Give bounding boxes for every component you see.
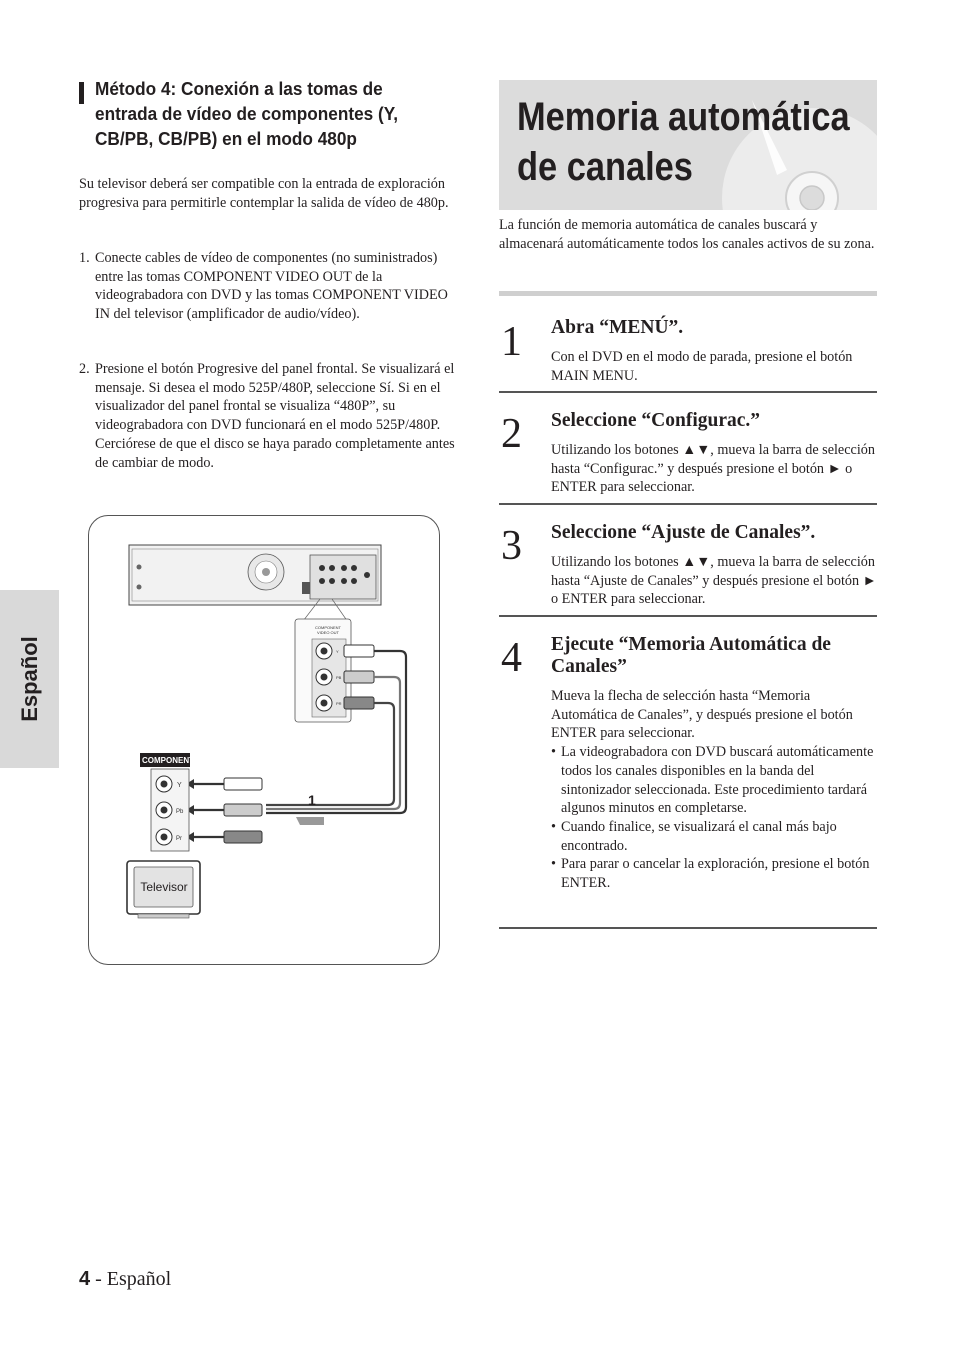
dvd-side-plugs bbox=[344, 645, 374, 709]
step-4-bullets bbox=[551, 743, 879, 893]
tv-label: Televisor bbox=[140, 880, 188, 894]
section-divider bbox=[499, 291, 877, 296]
page-title bbox=[517, 92, 850, 192]
method-step-number: 1. bbox=[79, 250, 90, 266]
heading-marker-bar bbox=[79, 82, 84, 104]
page-title-line-1: Memoria automática bbox=[517, 95, 850, 139]
step-marker-arrow bbox=[296, 817, 324, 825]
component-video-out-label: COMPONENT bbox=[315, 625, 341, 630]
method-step-2 bbox=[79, 360, 464, 472]
side-tab-label: Español bbox=[16, 636, 42, 722]
step-divider bbox=[499, 391, 877, 393]
tv-jack-pr-label: Pr bbox=[176, 836, 182, 842]
jack-pr-label: PR bbox=[336, 701, 342, 706]
title-banner bbox=[499, 80, 877, 210]
method-step-number: 2. bbox=[79, 361, 90, 377]
bullet-item: • Para parar o cancelar la exploración, presione el botón ENTER. bbox=[551, 855, 879, 892]
step-number-4: 4 bbox=[501, 635, 522, 681]
method-intro: Su televisor deberá ser compatible con la entrada de exploración progresiva para permitirle contemplar la salida de vídeo de 480p. bbox=[79, 176, 449, 211]
component-input-label: COMPONENT bbox=[142, 756, 194, 765]
step-number-3: 3 bbox=[501, 523, 522, 569]
section-intro: La función de memoria automática de canales buscará y almacenará automáticamente todos los canales activos de su zona. bbox=[499, 217, 875, 252]
page-number: 4 bbox=[79, 1268, 91, 1290]
bullet-item: • La videograbadora con DVD buscará automáticamente todos los canales disponibles en la banda del sintonizador seleccionada. Este procedimiento tardará algunos minutos en completarse. bbox=[551, 743, 879, 818]
bullet-item: • Cuando finalice, se visualizará el canal más bajo encontrado. bbox=[551, 818, 879, 855]
connection-diagram bbox=[88, 515, 440, 965]
step-divider bbox=[499, 927, 877, 929]
step-divider bbox=[499, 503, 877, 505]
step-body-4-text: Mueva la flecha de selección hasta “Memoria Automática de Canales”, y después presione el botón ENTER para seleccionar. bbox=[551, 688, 853, 742]
step-divider bbox=[499, 615, 877, 617]
footer-language: - Español bbox=[95, 1268, 172, 1290]
page-title-line-2: de canales bbox=[517, 145, 693, 189]
tv-component-panel bbox=[140, 753, 194, 851]
step-body-1: Con el DVD en el modo de parada, presione el botón MAIN MENU. bbox=[551, 349, 853, 384]
step-body-2: Utilizando los botones ▲▼, mueva la barra de selección hasta “Configurac.” y después presione el botón ► o ENTER para seleccionar. bbox=[551, 442, 875, 496]
television-icon bbox=[127, 861, 200, 918]
step-heading-3: Seleccione “Ajuste de Canales”. bbox=[551, 522, 816, 543]
step-number-2: 2 bbox=[501, 411, 522, 457]
step-body-3: Utilizando los botones ▲▼, mueva la barra de selección hasta “Ajuste de Canales” y después presione el botón ► o ENTER para seleccionar. bbox=[551, 554, 877, 608]
component-video-out-label-2: VIDEO OUT bbox=[316, 630, 340, 635]
dvd-recorder-rear-panel bbox=[129, 545, 381, 625]
jack-y-label: Y bbox=[336, 649, 339, 654]
step-number-1: 1 bbox=[501, 319, 522, 365]
method-heading: Método 4: Conexión a las tomas de entrada de vídeo de componentes (Y, CB/PB, CB/PB) en el modo 480p bbox=[95, 78, 399, 149]
tv-side-plugs bbox=[186, 778, 262, 843]
step-heading-1: Abra “MENÚ”. bbox=[551, 317, 684, 338]
tv-jack-y-label: Y bbox=[177, 782, 182, 789]
method-step-1 bbox=[79, 249, 464, 324]
step-heading-2: Seleccione “Configurac.” bbox=[551, 410, 761, 431]
method-step-text: Conecte cables de vídeo de componentes (no suministrados) entre las tomas COMPONENT VIDEO OUT de la videograbadora con DVD y las tomas COMPONENT VIDEO IN del televisor (amplificador de audio/vídeo). bbox=[95, 250, 448, 323]
page-footer bbox=[79, 1268, 171, 1291]
component-video-out-panel bbox=[295, 619, 351, 722]
step-body-4 bbox=[551, 687, 879, 893]
diagram-step-marker: 1 bbox=[308, 792, 316, 808]
method-step-text: Presione el botón Progresive del panel frontal. Se visualizará el mensaje. Si desea el modo 525P/480P, seleccione Sí. Si en el visualizador del panel frontal se visualiza “480P”, su videograbadora con DVD funcionará en el modo 525P/480P. Cerciórese de que el disco se haya parado completamente antes de cambiar de modo. bbox=[95, 361, 455, 471]
jack-pb-label: PB bbox=[336, 675, 342, 680]
step-heading-4: Ejecute “Memoria Automática de Canales” bbox=[551, 634, 831, 677]
language-side-tab bbox=[0, 590, 59, 768]
tv-jack-pb-label: Pb bbox=[176, 809, 184, 815]
